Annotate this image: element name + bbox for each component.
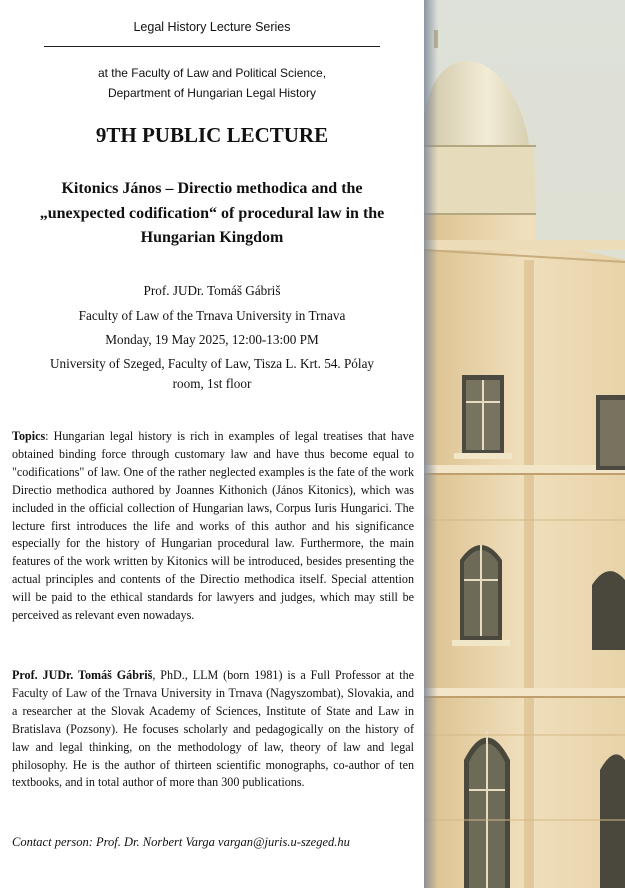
venue-block [0, 354, 424, 394]
lecture-title-line: Hungarian Kingdom [140, 229, 284, 246]
contact-line: Contact person: Prof. Dr. Norbert Varga vargan@juris.u-szeged.hu [12, 835, 350, 849]
lecture-title-line: „unexpected codification“ of procedural law in the [39, 204, 385, 222]
topics-text: : Hungarian legal history is rich in examples of legal treatises that have obtained binding force through customary law and have thus become equal to "codifications" of law. One of the rather neglected examples is the fate of the work Directio methodica authored by Joannes Kithonich (János Kitonics), which was included in the official collection of Hungarian laws, Corpus Iuris Hungarici. The lecture first introduces the life and works of this author and his significance especially for the history of Hungarian procedural law. Furthermore, the main features of the work written by Kitonics will be introduced, besides presenting the actual principles and contents of the Directio methodica itself. Special attention will be paid to the ethical standards for lawyers and judges, which may still be perceived as relevant even nowadays. [12, 429, 414, 623]
lecture-datetime: Monday, 19 May 2025, 12:00-13:00 PM [105, 332, 319, 347]
venue-line: room, 1st floor [172, 376, 252, 391]
speaker-block [0, 279, 424, 353]
topics-label: Topics [12, 429, 46, 443]
lecture-title-line: Kitonics János – Directio methodica and the [61, 180, 363, 197]
speaker-affiliation: Faculty of Law of the Trnava University in Trnava [78, 307, 346, 323]
speaker-name: Prof. JUDr. Tomáš Gábriš [143, 283, 281, 298]
topics-paragraph [12, 428, 414, 625]
lecture-title [0, 177, 424, 251]
building-photo [424, 0, 625, 888]
header-divider [44, 46, 380, 47]
department-line: Department of Hungarian Legal History [107, 86, 317, 100]
series-title: Legal History Lecture Series [133, 20, 291, 34]
venue-line: University of Szeged, Faculty of Law, Tisza L. Krt. 54. Pólay [49, 356, 375, 371]
bio-paragraph [12, 667, 414, 792]
lecture-number-heading: 9TH PUBLIC LECTURE [95, 123, 329, 147]
bio-name: Prof. JUDr. Tomáš Gábriš [12, 668, 153, 682]
faculty-line: at the Faculty of Law and Political Science, [97, 66, 327, 80]
faculty-block [0, 63, 424, 103]
bio-text: , PhD., LLM (born 1981) is a Full Professor at the Faculty of Law of the Trnava University in Trnava (Nagyszombat), Slovakia, and a researcher at the Slovak Academy of Sciences, Institute of State and Law in Bratislava (Pozsony). He focuses scholarly and pedagogically on the history of law and legal thinking, on the methodology of law, theory of law and legal philosophy. He is the author of thirteen scientific monographs, co-author of ten textbooks, and in total author of more than 300 publications. [12, 668, 414, 790]
